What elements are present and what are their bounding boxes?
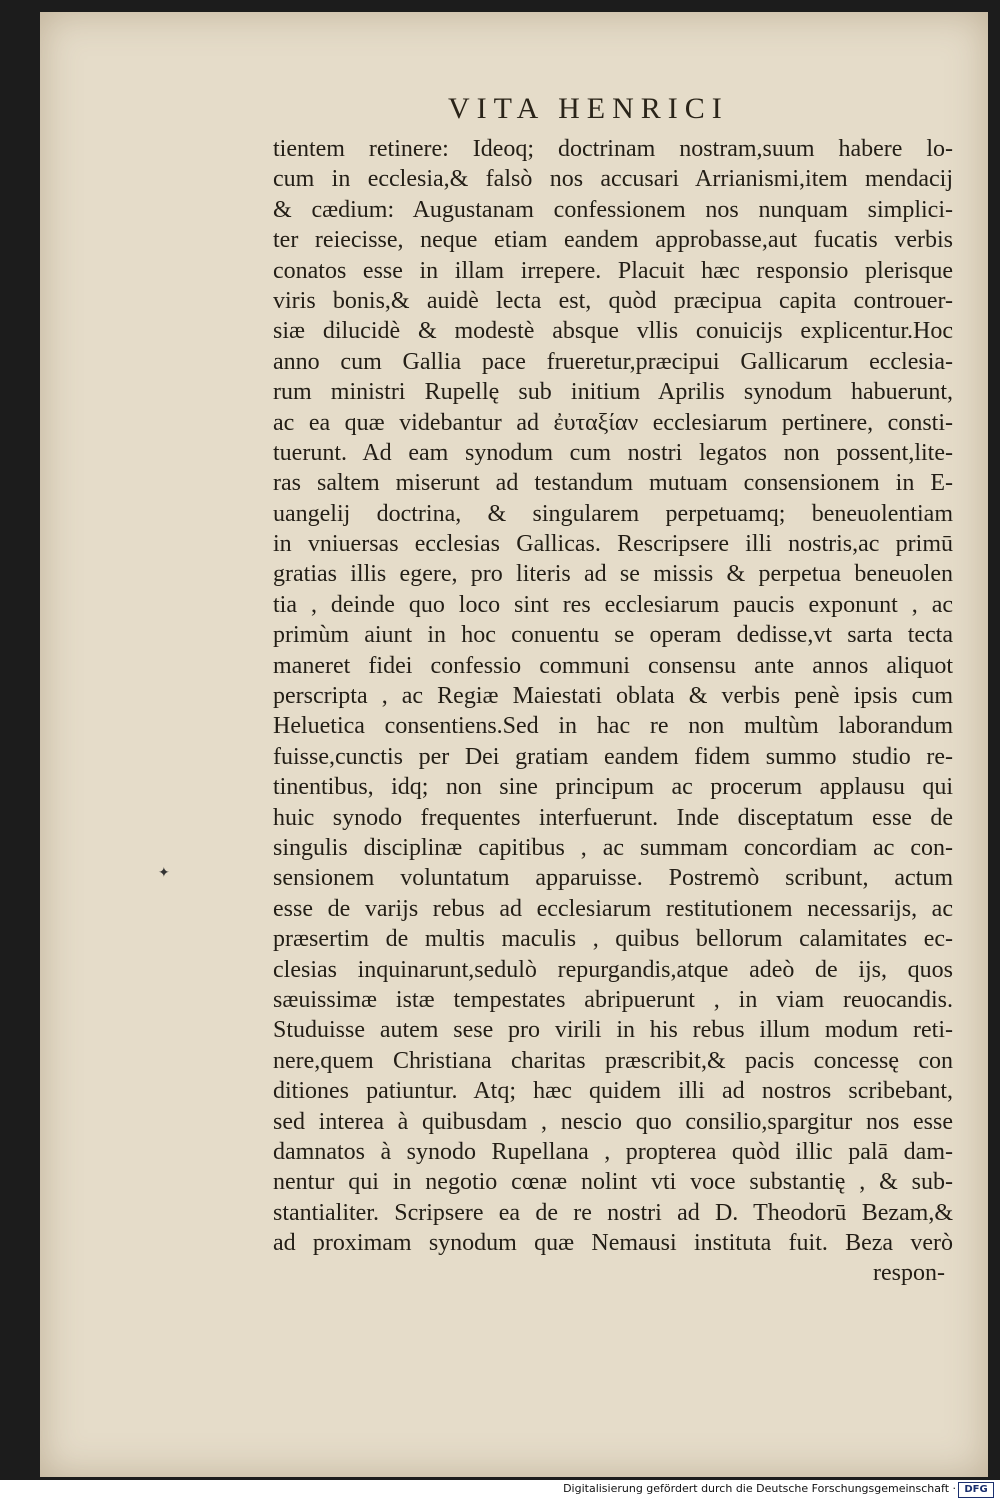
text-line: Heluetica consentiens.Sed in hac re non multùm laborandum: [273, 713, 953, 740]
text-line: ditiones patiuntur. Atq; hæc quidem illi ad nostros scribebant,: [273, 1078, 953, 1105]
text-line: ter reiecisse, neque etiam eandem approbasse,aut fucatis verbis: [273, 227, 953, 254]
text-line: anno cum Gallia pace frueretur,præcipui Gallicarum ecclesia-: [273, 348, 953, 375]
text-line: conatos esse in illam irrepere. Placuit hæc responsio plerisque: [273, 257, 953, 284]
text-line: sensionem voluntatum apparuisse. Postremò scribunt, actum: [273, 865, 953, 892]
running-head: VITA HENRICI: [448, 92, 729, 125]
catchword: respon-: [873, 1260, 945, 1287]
margin-mark-icon: ✦: [158, 866, 170, 881]
text-line: siæ dilucidè & modestè absque vllis conuicijs explicentur.Hoc: [273, 318, 953, 345]
text-line: stantialiter. Scripsere ea de re nostri ad D. Theodorū Bezam,&: [273, 1199, 953, 1226]
body-text: [273, 134, 953, 1289]
text-line: singulis disciplinæ capitibus , ac summam concordiam ac con-: [273, 834, 953, 861]
text-line: perscripta , ac Regiæ Maiestati oblata & verbis penè ipsis cum: [273, 683, 953, 710]
text-line: præsertim de multis maculis , quibus bellorum calamitates ec-: [273, 926, 953, 953]
text-line: nere,quem Christiana charitas præscribit,& pacis concessę con: [273, 1047, 953, 1074]
text-line: ad proximam synodum quæ Nemausi instituta fuit. Beza verò: [273, 1230, 953, 1257]
text-line: tuerunt. Ad eam synodum cum nostri legatos non possent,lite-: [273, 439, 953, 466]
text-line: ac ea quæ videbantur ad ἐυταξίαν ecclesiarum pertinere, consti-: [273, 409, 953, 436]
footer-credit: Digitalisierung gefördert durch die Deutsche Forschungsgemeinschaft ·: [563, 1482, 956, 1495]
text-line: damnatos à synodo Rupellana , propterea quòd illic palā dam-: [273, 1138, 953, 1165]
text-line: tinentibus, idq; non sine principum ac procerum applausu qui: [273, 774, 953, 801]
text-line: huic synodo frequentes interfuerunt. Inde disceptatum esse de: [273, 804, 953, 831]
text-line: tia , deinde quo loco sint res ecclesiarum paucis exponunt , ac: [273, 591, 953, 618]
text-line: viris bonis,& auidè lecta est, quòd præcipua capita controuer-: [273, 287, 953, 314]
text-line: sed interea à quibusdam , nescio quo consilio,spargitur nos esse: [273, 1108, 953, 1135]
text-line: Studuisse autem sese pro virili in his rebus illum modum reti-: [273, 1017, 953, 1044]
text-line: uangelij doctrina, & singularem perpetuamq; beneuolentiam: [273, 500, 953, 527]
text-line: & cædium: Augustanam confessionem nos nunquam simplici-: [273, 196, 953, 223]
text-line: in vniuersas ecclesias Gallicas. Rescripsere illi nostris,ac primū: [273, 531, 953, 558]
text-line: fuisse,cunctis per Dei gratiam eandem fidem summo studio re-: [273, 743, 953, 770]
text-line: ras saltem miserunt ad testandum mutuam consensionem in E-: [273, 470, 953, 497]
text-line: nentur qui in negotio cœnæ nolint vti voce substantię , & sub-: [273, 1169, 953, 1196]
text-line: tientem retinere: Ideoq; doctrinam nostram,suum habere lo-: [273, 136, 953, 162]
text-line: esse de varijs rebus ad ecclesiarum restitutionem necessarijs, ac: [273, 895, 953, 922]
text-line: clesias inquinarunt,sedulò repurgandis,atque adeò de ijs, quos: [273, 956, 953, 983]
text-line: maneret fidei confessio communi consensu ante annos aliquot: [273, 652, 953, 679]
text-line: gratias illis egere, pro literis ad se missis & perpetua beneuolen: [273, 561, 953, 588]
text-line: rum ministri Rupellę sub initium Aprilis synodum habuerunt,: [273, 379, 953, 406]
text-line: sæuissimæ istæ tempestates abripuerunt , in viam reuocandis.: [273, 986, 953, 1013]
text-line: cum in ecclesia,& falsò nos accusari Arrianismi,item mendacij: [273, 166, 953, 193]
text-line: primùm aiunt in hoc conuentu se operam dedisse,vt sarta tecta: [273, 622, 953, 649]
dfg-logo-icon: DFG: [958, 1482, 994, 1498]
